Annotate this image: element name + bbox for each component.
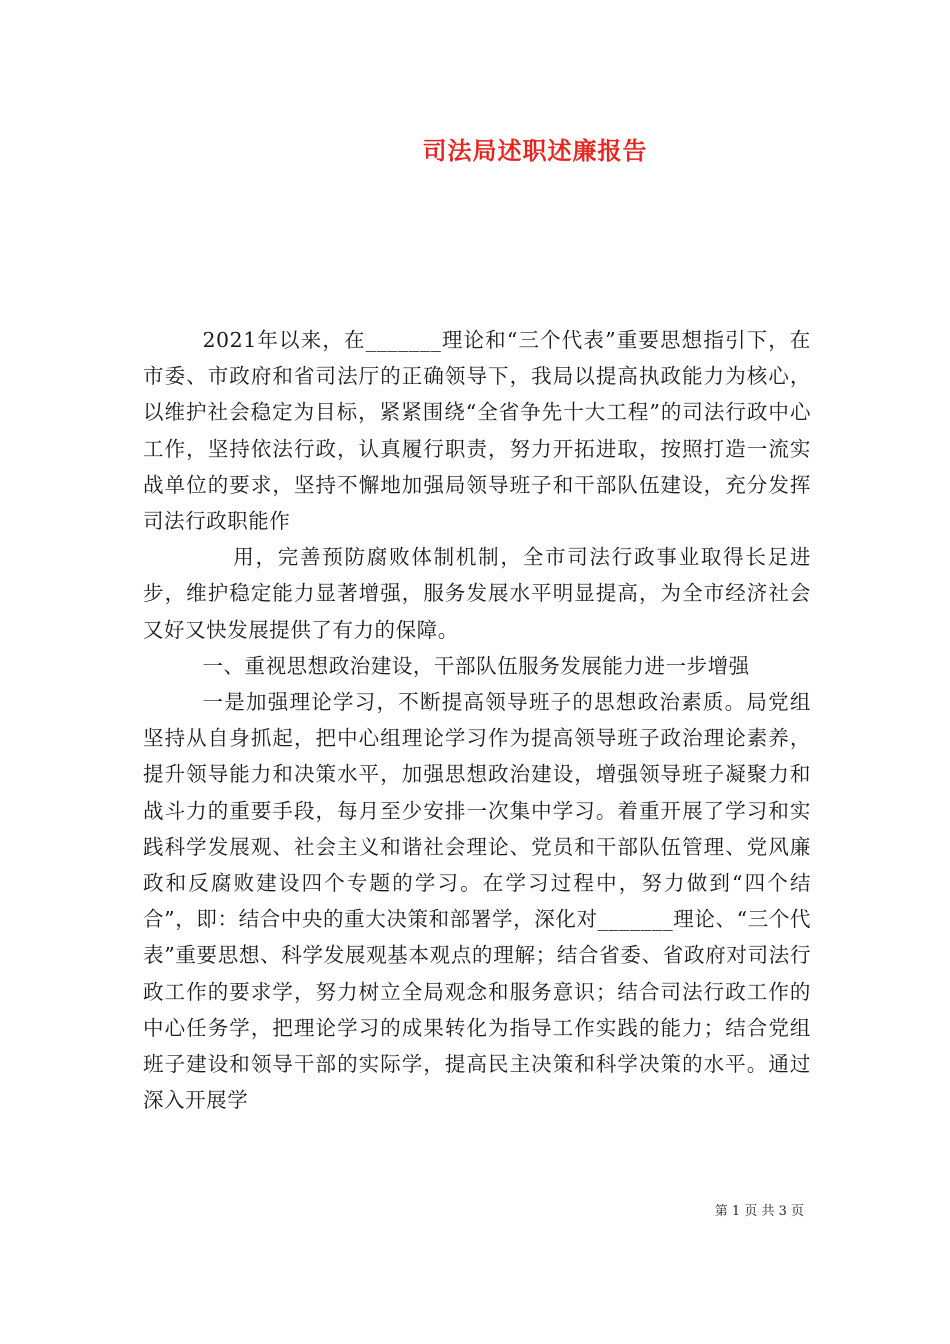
document-body <box>143 322 811 1118</box>
section-heading-one: 一、重视思想政治建设，干部队伍服务发展能力进一步增强 <box>202 653 750 678</box>
paragraph-intro-continued: 用，完善预防腐败体制机制，全市司法行政事业取得长足进步，维护稳定能力显著增强，服务发展水平明显提高，为全市经济社会又好又快发展提供了有力的保障。 <box>143 545 811 642</box>
document-title: 司法局述职述廉报告 <box>422 136 648 165</box>
paragraph-intro: 2021年以来，在_______理论和“三个代表”重要思想指引下，在市委、市政府和省司法厅的正确领导下，我局以提高执政能力为核心，以维护社会稳定为目标，紧紧围绕“全省争先十大工程”的司法行政中心工作，坚持依法行政，认真履行职责，努力开拓进取，按照打造一流实战单位的要求，坚持不懈地加强局领导班子和干部队伍建设，充分发挥司法行政职能作 <box>143 328 811 534</box>
page-number: 第 1 页 共 3 页 <box>714 1204 804 1219</box>
paragraph-theory-study: 一是加强理论学习，不断提高领导班子的思想政治素质。局党组坚持从自身抓起，把中心组理论学习作为提高领导班子政治理论素养，提升领导能力和决策水平，加强思想政治建设，增强领导班子凝聚力和战斗力的重要手段，每月至少安排一次集中学习。着重开展了学习和实践科学发展观、社会主义和谐社会理论、党员和干部队伍管理、党风廉政和反腐败建设四个专题的学习。在学习过程中，努力做到“四个结合”，即：结合中央的重大决策和部署学，深化对_______理论、“三个代表”重要思想、科学发展观基本观点的理解；结合省委、省政府对司法行政工作的要求学，努力树立全局观念和服务意识；结合司法行政工作的中心任务学，把理论学习的成果转化为指导工作实践的能力；结合党组班子建设和领导干部的实际学，提高民主决策和科学决策的水平。通过深入开展学 <box>143 690 811 1113</box>
